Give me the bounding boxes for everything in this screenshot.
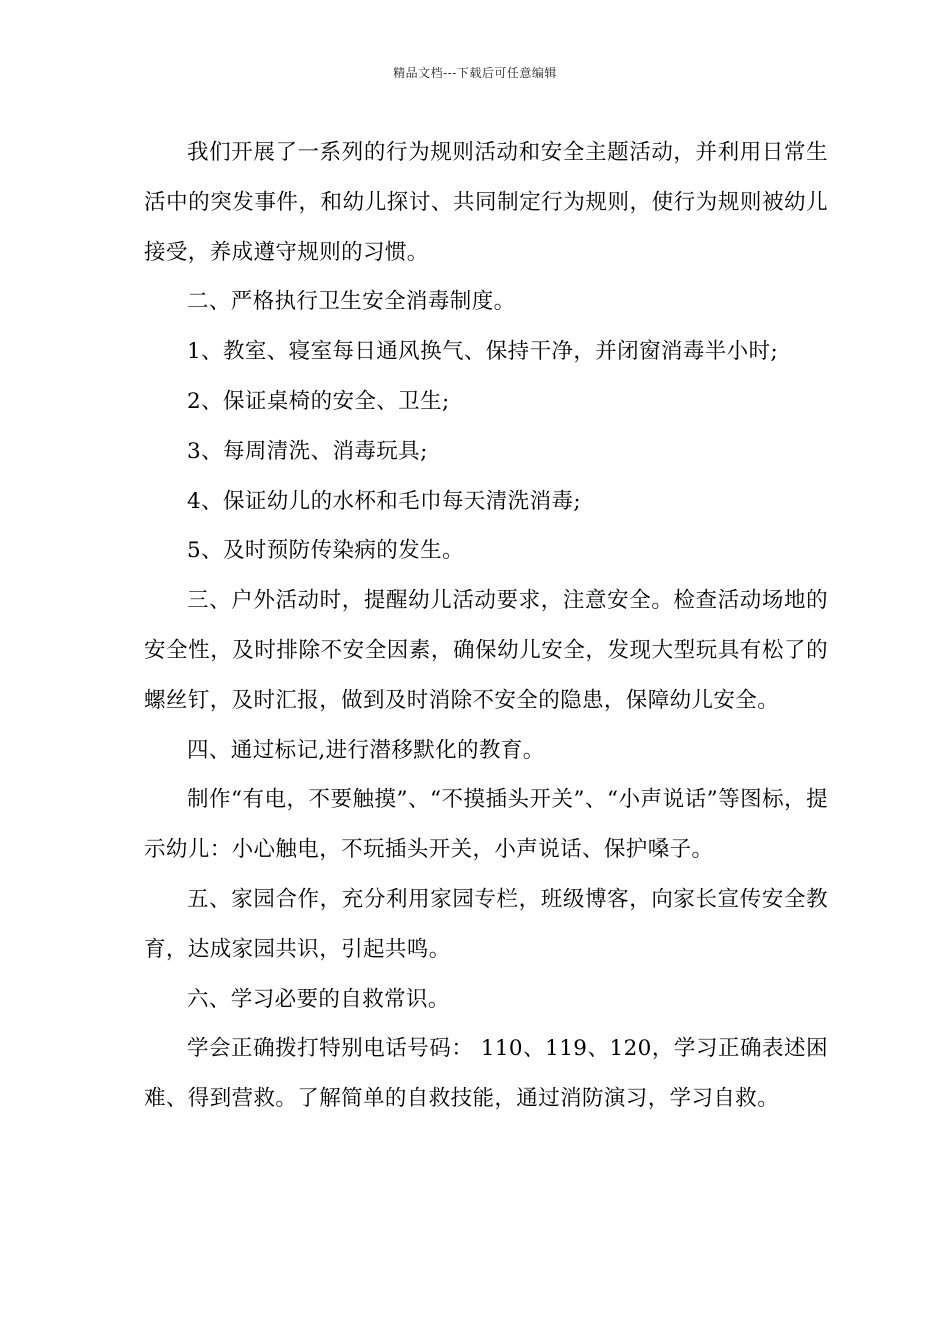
page-header: 精品文档---下载后可任意编辑 (393, 66, 557, 80)
list-item-4: 4、保证幼儿的水杯和毛巾每天清洗消毒; (187, 488, 582, 514)
section-heading-5: 五、家园合作，充分利用家园专栏，班级博客，向家长宣传安全教育，达成家园共识，引起共鸣。 (144, 886, 828, 962)
paragraph-icons: 制作“有电，不要触摸”、“不摸插头开关”、“小声说话”等图标，提示幼儿：小心触电，不玩插头开关，小声说话、保护嗓子。 (144, 787, 828, 863)
list-item-3: 3、每周清洗、消毒玩具; (187, 438, 428, 464)
section-heading-2: 二、严格执行卫生安全消毒制度。 (187, 289, 516, 315)
list-item-2: 2、保证桌椅的安全、卫生; (187, 388, 450, 414)
section-heading-4: 四、通过标记,进行潜移默化的教育。 (187, 737, 545, 763)
list-item-5: 5、及时预防传染病的发生。 (187, 538, 464, 564)
document-body (144, 128, 828, 1124)
section-heading-3: 三、户外活动时，提醒幼儿活动要求，注意安全。检查活动场地的安全性，及时排除不安全因素，确保幼儿安全，发现大型玩具有松了的螺丝钉，及时汇报，做到及时消除不安全的隐患，保障幼儿安全。 (144, 588, 828, 713)
section-heading-6: 六、学习必要的自救常识。 (187, 986, 450, 1012)
list-item-1: 1、教室、寝室每日通风换气、保持干净，并闭窗消毒半小时; (187, 339, 779, 365)
paragraph-intro: 我们开展了一系列的行为规则活动和安全主题活动，并利用日常生活中的突发事件，和幼儿探讨、共同制定行为规则，使行为规则被幼儿接受，养成遵守规则的习惯。 (144, 140, 828, 265)
paragraph-self-rescue: 学会正确拨打特别电话号码： 110、119、120，学习正确表述困难、得到营救。了解简单的自救技能，通过消防演习，学习自救。 (144, 1036, 828, 1112)
